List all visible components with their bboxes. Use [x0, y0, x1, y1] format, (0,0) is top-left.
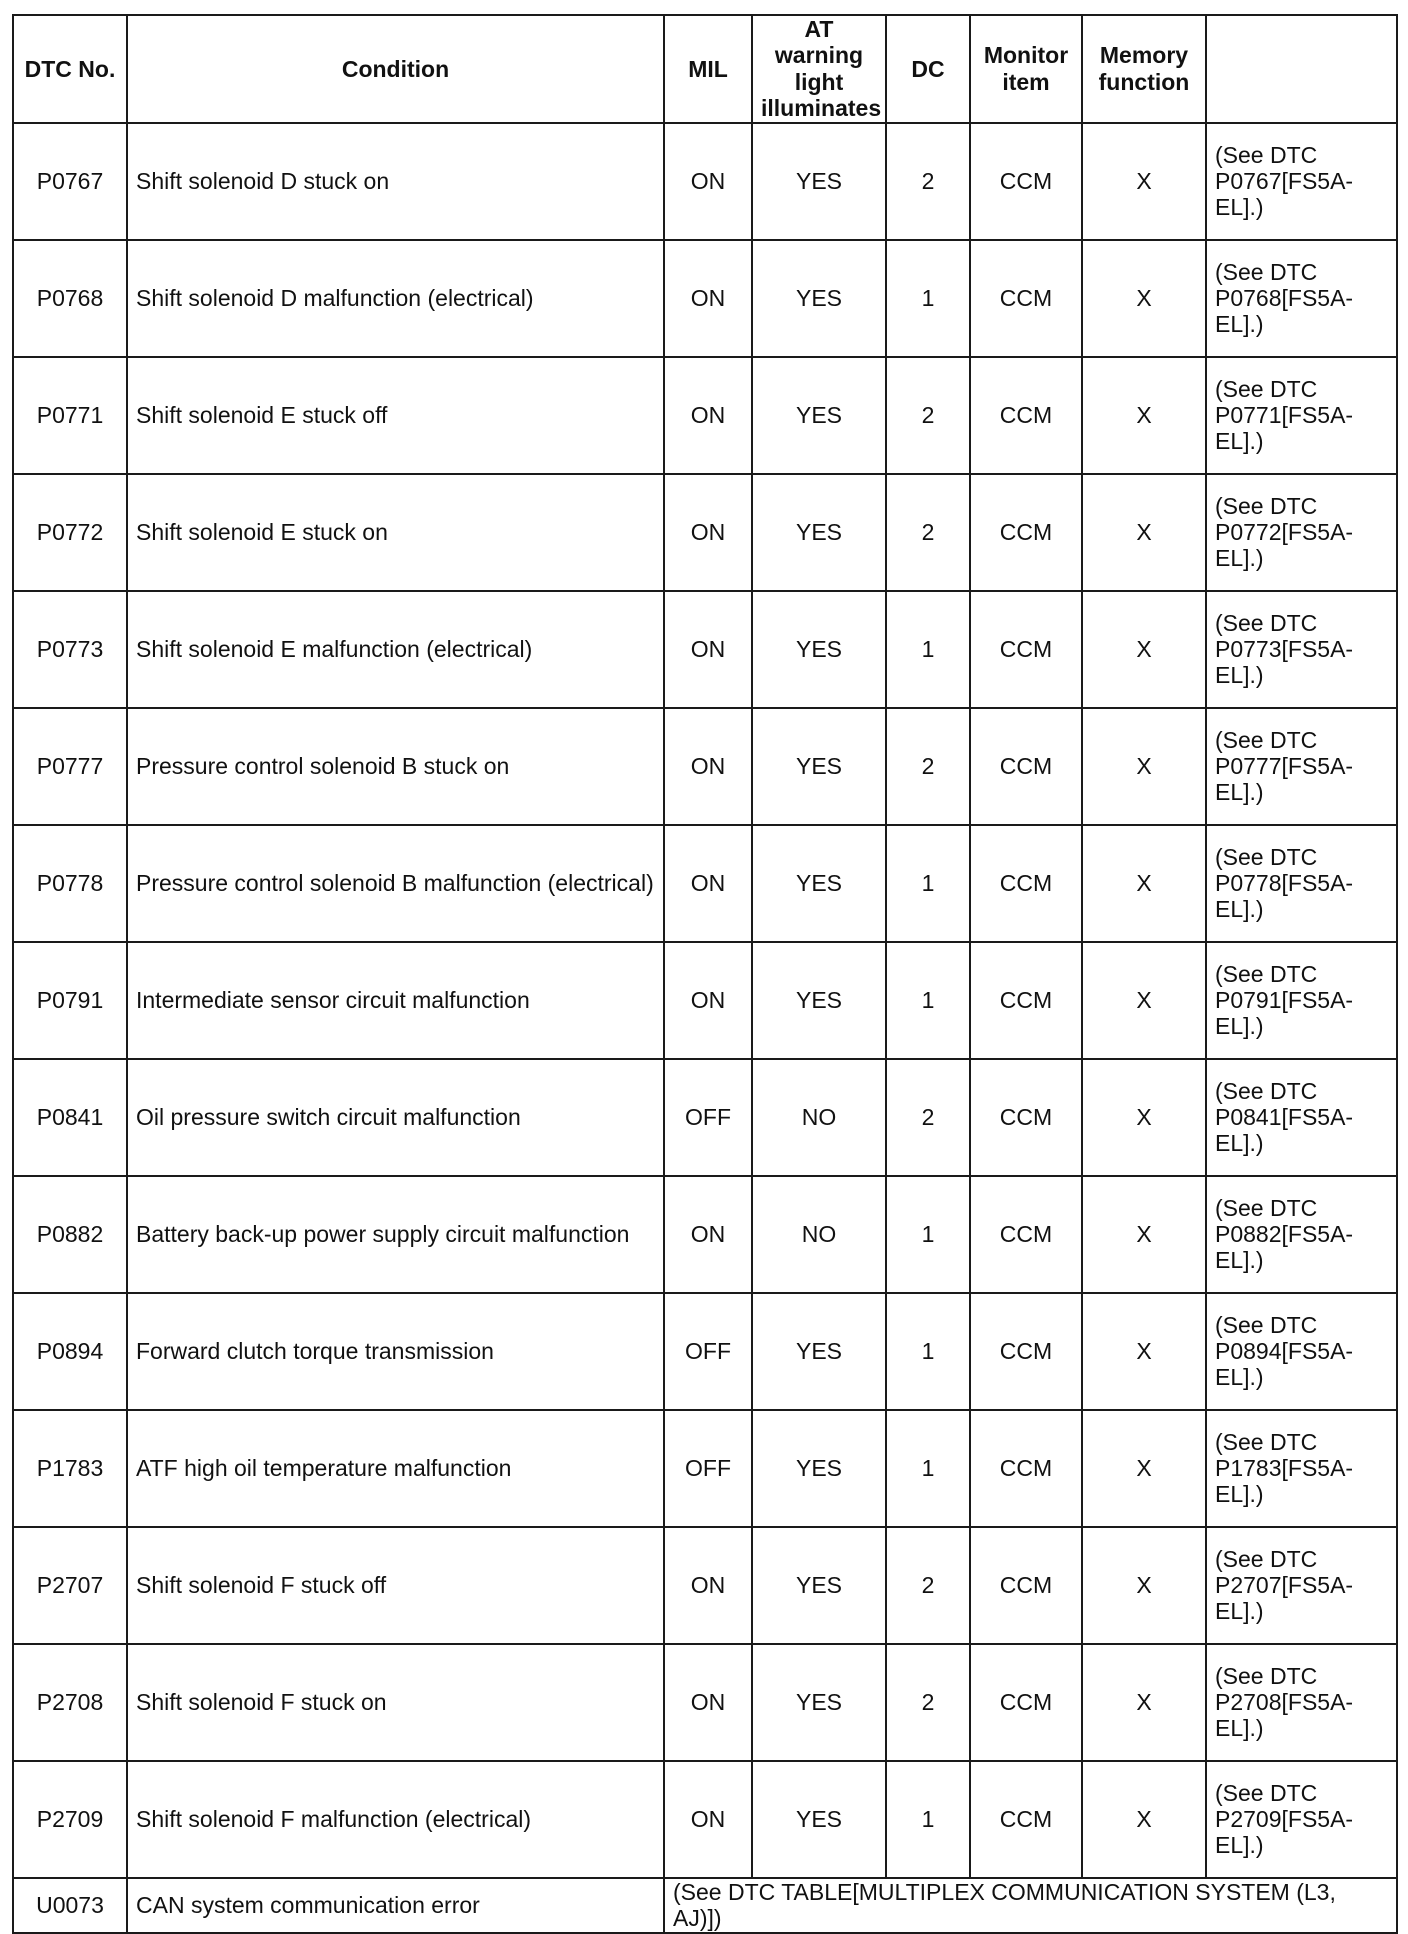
cell-monitor: CCM	[970, 591, 1082, 708]
cell-dc: 1	[886, 1410, 970, 1527]
cell-at-warning: NO	[752, 1176, 886, 1293]
cell-reference-link[interactable]: (See DTC P0841[FS5A-EL].)	[1206, 1059, 1397, 1176]
cell-reference-link[interactable]: (See DTC P2709[FS5A-EL].)	[1206, 1761, 1397, 1878]
cell-dc: 1	[886, 942, 970, 1059]
cell-mil: ON	[664, 1644, 752, 1761]
cell-memory: X	[1082, 825, 1206, 942]
table-row	[13, 1059, 1397, 1176]
header-dtc-no: DTC No.	[13, 15, 127, 123]
cell-condition: ATF high oil temperature malfunction	[127, 1410, 664, 1527]
cell-condition: Shift solenoid F malfunction (electrical)	[127, 1761, 664, 1878]
cell-dc: 2	[886, 1527, 970, 1644]
cell-reference-link[interactable]: (See DTC P2708[FS5A-EL].)	[1206, 1644, 1397, 1761]
header-memory-function: Memory function	[1082, 15, 1206, 123]
cell-memory: X	[1082, 1059, 1206, 1176]
cell-at-warning: YES	[752, 942, 886, 1059]
cell-mil: ON	[664, 1527, 752, 1644]
cell-memory: X	[1082, 1527, 1206, 1644]
cell-dc: 2	[886, 1059, 970, 1176]
cell-dtc-no: P0778	[13, 825, 127, 942]
table-row	[13, 1644, 1397, 1761]
cell-dc: 1	[886, 1761, 970, 1878]
cell-dtc-no: P2707	[13, 1527, 127, 1644]
header-monitor-item: Monitor item	[970, 15, 1082, 123]
table-row	[13, 591, 1397, 708]
cell-memory: X	[1082, 591, 1206, 708]
cell-dc: 2	[886, 123, 970, 240]
cell-mil: OFF	[664, 1059, 752, 1176]
cell-dc: 1	[886, 1293, 970, 1410]
cell-condition: Shift solenoid F stuck off	[127, 1527, 664, 1644]
table-row	[13, 1176, 1397, 1293]
header-at-warning: AT warning light illuminates	[752, 15, 886, 123]
cell-condition: Shift solenoid E stuck off	[127, 357, 664, 474]
cell-memory: X	[1082, 357, 1206, 474]
cell-reference-link[interactable]: (See DTC P0894[FS5A-EL].)	[1206, 1293, 1397, 1410]
cell-at-warning: NO	[752, 1059, 886, 1176]
cell-reference-link[interactable]: (See DTC P0778[FS5A-EL].)	[1206, 825, 1397, 942]
table-row	[13, 1410, 1397, 1527]
header-reference	[1206, 15, 1397, 123]
table-row	[13, 942, 1397, 1059]
cell-monitor: CCM	[970, 240, 1082, 357]
table-row	[13, 825, 1397, 942]
table-row	[13, 1527, 1397, 1644]
cell-mil: OFF	[664, 1293, 752, 1410]
cell-dc: 2	[886, 1644, 970, 1761]
cell-monitor: CCM	[970, 1176, 1082, 1293]
table-row	[13, 1761, 1397, 1878]
cell-condition: Forward clutch torque transmission	[127, 1293, 664, 1410]
cell-at-warning: YES	[752, 357, 886, 474]
cell-dc: 1	[886, 825, 970, 942]
table-row	[13, 474, 1397, 591]
cell-monitor: CCM	[970, 1644, 1082, 1761]
cell-condition: Pressure control solenoid B stuck on	[127, 708, 664, 825]
cell-at-warning: YES	[752, 1644, 886, 1761]
cell-condition: Shift solenoid F stuck on	[127, 1644, 664, 1761]
cell-memory: X	[1082, 1644, 1206, 1761]
cell-condition: Shift solenoid D malfunction (electrical)	[127, 240, 664, 357]
cell-reference-link[interactable]: (See DTC P0772[FS5A-EL].)	[1206, 474, 1397, 591]
cell-memory: X	[1082, 1410, 1206, 1527]
table-row	[13, 357, 1397, 474]
cell-dtc-no: P0894	[13, 1293, 127, 1410]
cell-dc: 2	[886, 474, 970, 591]
cell-at-warning: YES	[752, 1761, 886, 1878]
cell-condition: Oil pressure switch circuit malfunction	[127, 1059, 664, 1176]
cell-reference-link[interactable]: (See DTC P0777[FS5A-EL].)	[1206, 708, 1397, 825]
cell-at-warning: YES	[752, 1527, 886, 1644]
cell-multiplex-reference-link[interactable]: (See DTC TABLE[MULTIPLEX COMMUNICATION SYSTEM (L3, AJ)])	[664, 1878, 1397, 1933]
cell-memory: X	[1082, 123, 1206, 240]
cell-at-warning: YES	[752, 123, 886, 240]
table-row	[13, 708, 1397, 825]
cell-reference-link[interactable]: (See DTC P0773[FS5A-EL].)	[1206, 591, 1397, 708]
cell-reference-link[interactable]: (See DTC P0771[FS5A-EL].)	[1206, 357, 1397, 474]
cell-condition: Shift solenoid E stuck on	[127, 474, 664, 591]
cell-reference-link[interactable]: (See DTC P0767[FS5A-EL].)	[1206, 123, 1397, 240]
cell-reference-link[interactable]: (See DTC P2707[FS5A-EL].)	[1206, 1527, 1397, 1644]
cell-mil: ON	[664, 942, 752, 1059]
cell-mil: ON	[664, 825, 752, 942]
cell-mil: ON	[664, 1176, 752, 1293]
cell-mil: ON	[664, 357, 752, 474]
cell-reference-link[interactable]: (See DTC P1783[FS5A-EL].)	[1206, 1410, 1397, 1527]
cell-dtc-no: P0768	[13, 240, 127, 357]
cell-dtc-no: U0073	[13, 1878, 127, 1933]
cell-monitor: CCM	[970, 708, 1082, 825]
cell-monitor: CCM	[970, 357, 1082, 474]
cell-mil: ON	[664, 1761, 752, 1878]
cell-memory: X	[1082, 1293, 1206, 1410]
dtc-table	[12, 14, 1398, 1934]
cell-dtc-no: P0882	[13, 1176, 127, 1293]
cell-monitor: CCM	[970, 1293, 1082, 1410]
header-dc: DC	[886, 15, 970, 123]
cell-at-warning: YES	[752, 825, 886, 942]
cell-dtc-no: P0777	[13, 708, 127, 825]
cell-memory: X	[1082, 1761, 1206, 1878]
cell-mil: ON	[664, 591, 752, 708]
cell-dc: 2	[886, 708, 970, 825]
cell-at-warning: YES	[752, 240, 886, 357]
cell-at-warning: YES	[752, 474, 886, 591]
cell-mil: OFF	[664, 1410, 752, 1527]
cell-dc: 1	[886, 240, 970, 357]
cell-condition: Shift solenoid D stuck on	[127, 123, 664, 240]
cell-dtc-no: P0767	[13, 123, 127, 240]
cell-mil: ON	[664, 123, 752, 240]
cell-reference-link[interactable]: (See DTC P0768[FS5A-EL].)	[1206, 240, 1397, 357]
cell-dc: 1	[886, 1176, 970, 1293]
table-row	[13, 123, 1397, 240]
cell-mil: ON	[664, 708, 752, 825]
cell-condition: Shift solenoid E malfunction (electrical)	[127, 591, 664, 708]
cell-dtc-no: P0841	[13, 1059, 127, 1176]
cell-dc: 1	[886, 591, 970, 708]
cell-reference-link[interactable]: (See DTC P0882[FS5A-EL].)	[1206, 1176, 1397, 1293]
cell-condition: Intermediate sensor circuit malfunction	[127, 942, 664, 1059]
cell-monitor: CCM	[970, 1527, 1082, 1644]
cell-dtc-no: P1783	[13, 1410, 127, 1527]
cell-monitor: CCM	[970, 942, 1082, 1059]
cell-monitor: CCM	[970, 1059, 1082, 1176]
cell-monitor: CCM	[970, 825, 1082, 942]
cell-at-warning: YES	[752, 591, 886, 708]
cell-dtc-no: P0772	[13, 474, 127, 591]
cell-dtc-no: P2708	[13, 1644, 127, 1761]
cell-at-warning: YES	[752, 708, 886, 825]
cell-dtc-no: P2709	[13, 1761, 127, 1878]
cell-memory: X	[1082, 474, 1206, 591]
header-condition: Condition	[127, 15, 664, 123]
table-header-row	[13, 15, 1397, 123]
table-row	[13, 240, 1397, 357]
cell-memory: X	[1082, 708, 1206, 825]
cell-monitor: CCM	[970, 1410, 1082, 1527]
table-row	[13, 1293, 1397, 1410]
cell-memory: X	[1082, 240, 1206, 357]
cell-mil: ON	[664, 474, 752, 591]
cell-condition: Pressure control solenoid B malfunction (electrical)	[127, 825, 664, 942]
cell-dtc-no: P0791	[13, 942, 127, 1059]
cell-dc: 2	[886, 357, 970, 474]
cell-monitor: CCM	[970, 123, 1082, 240]
cell-dtc-no: P0771	[13, 357, 127, 474]
cell-at-warning: YES	[752, 1410, 886, 1527]
cell-at-warning: YES	[752, 1293, 886, 1410]
table-row-u0073	[13, 1878, 1397, 1933]
cell-memory: X	[1082, 942, 1206, 1059]
cell-dtc-no: P0773	[13, 591, 127, 708]
cell-condition: CAN system communication error	[127, 1878, 664, 1933]
cell-monitor: CCM	[970, 474, 1082, 591]
cell-mil: ON	[664, 240, 752, 357]
header-mil: MIL	[664, 15, 752, 123]
cell-memory: X	[1082, 1176, 1206, 1293]
cell-reference-link[interactable]: (See DTC P0791[FS5A-EL].)	[1206, 942, 1397, 1059]
cell-monitor: CCM	[970, 1761, 1082, 1878]
cell-condition: Battery back-up power supply circuit malfunction	[127, 1176, 664, 1293]
